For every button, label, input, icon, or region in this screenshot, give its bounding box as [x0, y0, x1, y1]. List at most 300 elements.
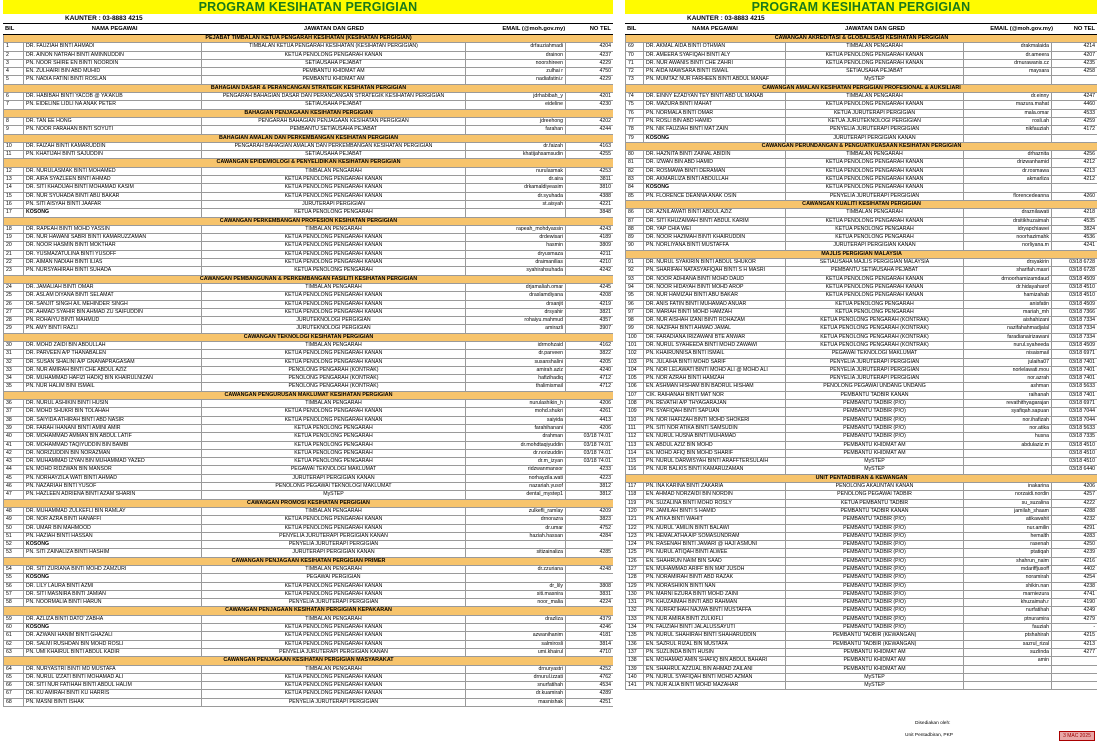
table-row	[4, 441, 614, 449]
table-row	[626, 408, 1098, 416]
email-cell: noorshireen	[466, 59, 566, 67]
name-cell: DR. NURUL ASHIKIN BINTI HUSIN	[24, 400, 202, 408]
table-row	[4, 574, 614, 582]
name-cell: DR. MAZURA BINTI MAHAT	[644, 101, 786, 109]
position-cell: KETUA PENOLONG PENGARAH KANAN	[786, 176, 964, 184]
position-cell: KETUA PENOLONG PENGARAH KANAN	[202, 176, 466, 184]
position-cell: PEMBANTU TADBIR (P/O)	[786, 557, 964, 565]
table-row	[626, 458, 1098, 466]
email-cell: zulkefli_ramlay	[466, 507, 566, 515]
bil-cell: 45	[4, 474, 24, 482]
table-row	[4, 292, 614, 300]
email-cell: hemalth	[964, 532, 1052, 540]
position-cell: PENOLONG PEGAWAI UNDANG UNDANG	[786, 383, 964, 391]
email-cell: nazifahahmadjalal	[964, 325, 1052, 333]
position-cell: PEMBANTU KHIDMAT AM	[786, 648, 964, 656]
position-cell: PEMBANTU TADBIR (P/O)	[786, 408, 964, 416]
section-header	[4, 333, 614, 341]
bil-cell: 105	[626, 375, 644, 383]
bil-cell: 47	[4, 491, 24, 499]
email-cell: ridzwanmansor	[466, 466, 566, 474]
name-cell: PN. NOOR SHIRE EN BINTI NOORDIN	[24, 59, 202, 67]
position-cell: KETUA PEMBANTU TADBIR	[786, 499, 964, 507]
table-row	[4, 532, 614, 540]
email-cell	[964, 682, 1052, 690]
phone-cell: 4215	[1052, 632, 1098, 640]
name-cell: PN. NIK FAUZIAH BINTI MAT ZAIN	[644, 126, 786, 134]
table-row	[626, 234, 1098, 242]
bil-cell: 15	[4, 192, 24, 200]
name-cell: DR. AZNILAWATI BINTI ABDUL AZIZ	[644, 209, 786, 217]
phone-cell: 03/18 4510	[1052, 292, 1098, 300]
position-cell: TIMBALAN PENGARAH	[202, 341, 466, 349]
phone-cell: 03/18 4510	[1052, 441, 1098, 449]
bil-cell: 32	[4, 358, 24, 366]
name-cell: PN. NORMALA BINTI OMAR	[644, 109, 786, 117]
phone-cell: 4214	[1052, 43, 1098, 51]
bil-cell: 132	[626, 607, 644, 615]
prepared-by: Disediakan oleh:	[915, 721, 951, 726]
bil-cell: 131	[626, 599, 644, 607]
bil-cell: 72	[626, 68, 644, 76]
phone-cell: 4261	[566, 408, 614, 416]
bil-cell: 102	[626, 350, 644, 358]
bil-cell: 20	[4, 242, 24, 250]
position-cell: MySTEP	[786, 76, 964, 84]
section-header	[4, 217, 614, 225]
section-header	[4, 391, 614, 399]
bil-cell: 5	[4, 76, 24, 84]
table-row	[626, 491, 1098, 499]
table-row	[4, 408, 614, 416]
email-cell: dr.einny	[964, 93, 1052, 101]
phone-cell: 4762	[566, 673, 614, 681]
email-cell: faradianairizawani	[964, 333, 1052, 341]
bil-cell: 27	[4, 308, 24, 316]
table-row	[626, 275, 1098, 283]
bil-cell: 48	[4, 507, 24, 515]
name-cell: PN. NOR AZRAH BINTI HAMZAH	[644, 375, 786, 383]
phone-cell: 4752	[566, 524, 614, 532]
table-row	[4, 341, 614, 349]
bil-cell: 108	[626, 400, 644, 408]
bil-cell: 49	[4, 516, 24, 524]
header-email: EMAIL (@moh.gov.my)	[502, 26, 566, 32]
table-row	[626, 126, 1098, 134]
name-cell: KOSONG	[24, 574, 202, 582]
name-cell: PN. FAUZIAH BINTI JALALUSSAYUTI	[644, 624, 786, 632]
name-cell: PN. UMI KHAIRUL BINTI ABDUL KADIR	[24, 648, 202, 656]
email-cell	[964, 673, 1052, 681]
phone-cell: 4244	[566, 126, 614, 134]
email-cell: nor.azrah	[964, 375, 1052, 383]
name-cell: DR. NURYASTRI BINTI MD MUSTAFA	[24, 665, 202, 673]
name-cell: DR. NUR HAMIZAH BINTI ABU BAKAR	[644, 292, 786, 300]
phone-cell: 4357	[566, 317, 614, 325]
position-cell: KETUA PENOLONG PENGARAH KANAN	[202, 516, 466, 524]
table-row	[626, 590, 1098, 598]
name-cell: DR. AINON NATRAH BINTI AMINNUDDIN	[24, 51, 202, 59]
phone-cell: 4207	[1052, 51, 1098, 59]
email-cell: thalimismail	[466, 383, 566, 391]
name-cell: DR. NUR HAWANI SABRI BINTI KAMARUZZAMAN	[24, 234, 202, 242]
phone-cell: 4202	[566, 117, 614, 125]
right-column-headers	[625, 23, 1097, 35]
table-row	[4, 167, 614, 175]
table-row	[4, 325, 614, 333]
table-row	[626, 632, 1098, 640]
name-cell: EN. ABDUL AZIZ BIN MOHD	[644, 441, 786, 449]
name-cell: DR. MOHAMMAD TAQIYUDDIN BIN BAMBI	[24, 441, 202, 449]
name-cell: DR. MARIAH BINTI MOHD HAMZAH	[644, 308, 786, 316]
position-cell: TIMBALAN PENGARAH	[202, 566, 466, 574]
email-cell: draslamdiyana	[466, 292, 566, 300]
position-cell: KETUA PENOLONG PENGARAH KANAN	[202, 292, 466, 300]
position-cell: PEMBANTU TADBIR (KEWANGAN)	[786, 632, 964, 640]
bil-cell: 73	[626, 76, 644, 84]
email-cell: susanshalini	[466, 358, 566, 366]
bil-cell: 61	[4, 632, 24, 640]
name-cell: DR. SITI NUR FATIHAH BINTI ABDUL HALIM	[24, 682, 202, 690]
table-row	[626, 225, 1098, 233]
table-row	[4, 126, 614, 134]
table-row	[4, 383, 614, 391]
email-cell: salmirosli	[466, 640, 566, 648]
email-cell: masnishak	[466, 698, 566, 706]
bil-cell: 59	[4, 615, 24, 623]
name-cell: PN. SYAFIQAH BINTI SAPUAN	[644, 408, 786, 416]
name-cell: PN. KHUZAIMAH BINTI ABD RAHMAN	[644, 599, 786, 607]
email-cell: dr.m_izyan	[466, 458, 566, 466]
table-row	[626, 184, 1098, 192]
email-cell	[964, 466, 1052, 474]
email-cell: dr.norizuddin	[466, 449, 566, 457]
table-row	[4, 624, 614, 632]
name-cell: DR. NURUL SYAHEEDA BINTI MOHD ZAWAWI	[644, 341, 786, 349]
table-row	[626, 449, 1098, 457]
phone-cell: 03/18 4510	[1052, 283, 1098, 291]
bil-cell: 40	[4, 433, 24, 441]
phone-cell: 4211	[566, 250, 614, 258]
phone-cell: 4535	[1052, 217, 1098, 225]
name-cell: DR. FARADIANA IRIZAWANI BTE ANWAR	[644, 333, 786, 341]
position-cell: PEMBANTU TADBIR (P/O)	[786, 582, 964, 590]
email-cell	[466, 209, 566, 217]
bil-cell: 42	[4, 449, 24, 457]
bil-cell: 57	[4, 590, 24, 598]
phone-cell: 4205	[566, 358, 614, 366]
position-cell: KETUA PENOLONG PENGARAH KANAN	[786, 283, 964, 291]
email-cell: drjamaliah.omar	[466, 283, 566, 291]
phone-cell: 4245	[566, 283, 614, 291]
table-row	[4, 192, 614, 200]
name-cell: PN. MARNI EZURA BINTI MOHD ZAINI	[644, 590, 786, 598]
position-cell: PEMBANTU KHIDMAT AM	[202, 68, 466, 76]
position-cell: PEMBANTU KHIDMAT AM	[202, 76, 466, 84]
email-cell: inakarina	[964, 483, 1052, 491]
table-row	[4, 225, 614, 233]
email-cell: farahihanani	[466, 424, 566, 432]
name-cell: DR. RAPEAH BINTI MOHD YASSIN	[24, 225, 202, 233]
bil-cell: 10	[4, 142, 24, 150]
table-row	[626, 665, 1098, 673]
email-cell: dental_mystep1	[466, 491, 566, 499]
table-row	[626, 109, 1098, 117]
name-cell: PN. AIDA MAWSARA BINTI ISMAIL	[644, 68, 786, 76]
name-cell: DR. HAZNITA BINTI ZAINAL ABIDIN	[644, 151, 786, 159]
position-cell: KETUA PENOLONG PENGARAH	[202, 209, 466, 217]
email-cell: haziah.hassan	[466, 532, 566, 540]
table-row	[4, 424, 614, 432]
name-cell: DR. MOHAMMAD AMMAN BIN ABDUL LATIF	[24, 433, 202, 441]
table-row	[4, 151, 614, 159]
bil-cell: 30	[4, 341, 24, 349]
phone-cell: 4279	[1052, 615, 1098, 623]
position-cell: KETUA PENOLONG PENGARAH KANAN	[202, 624, 466, 632]
phone-cell: 03/18 7334	[1052, 317, 1098, 325]
name-cell: DR. SITI KHADIJAH BINTI MOHAMAD KASIM	[24, 184, 202, 192]
email-cell: mariah_mh	[964, 308, 1052, 316]
position-cell: KETUA PENOLONG PENGARAH KANAN	[202, 259, 466, 267]
bil-cell: 26	[4, 300, 24, 308]
name-cell: PN. SITI ZAINALIZA BINTI HASHIM	[24, 549, 202, 557]
phone-cell: 3824	[1052, 225, 1098, 233]
email-cell: aishahizani	[964, 317, 1052, 325]
table-row	[626, 117, 1098, 125]
email-cell: hafizihadiq	[466, 375, 566, 383]
position-cell: PEMBANTU KHIDMAT AM	[786, 449, 964, 457]
email-cell: mala.omar	[964, 109, 1052, 117]
position-cell: TIMBALAN PENGARAH	[786, 43, 964, 51]
table-row	[4, 234, 614, 242]
bil-cell: 37	[4, 408, 24, 416]
email-cell: dr.ameera	[964, 51, 1052, 59]
left-title: PROGRAM KESIHATAN PERGIGIAN	[3, 0, 613, 14]
email-cell: zulhai r	[466, 68, 566, 76]
name-cell: PN. NUR AMIRA BINTI ZULKIFLI	[644, 615, 786, 623]
position-cell: KETUA PENOLONG PENGARAH KANAN	[202, 673, 466, 681]
email-cell	[964, 665, 1052, 673]
table-row	[626, 358, 1098, 366]
position-cell: KETUA PENOLONG PENGARAH	[786, 300, 964, 308]
left-staff-table	[3, 35, 613, 707]
bil-cell: 86	[626, 209, 644, 217]
email-cell: dr.aira	[466, 176, 566, 184]
position-cell: KETUA PENOLONG PENGARAH KANAN	[202, 632, 466, 640]
bil-cell: 107	[626, 391, 644, 399]
email-cell: khatijahsamsudin	[466, 151, 566, 159]
position-cell: PENOLONG PEGAWAI TADBIR	[786, 491, 964, 499]
phone-cell: 4206	[566, 400, 614, 408]
phone-cell: 03/18 7335	[1052, 433, 1098, 441]
name-cell: DR. ANIS FATIN BINTI MUHAMAD ANUAR	[644, 300, 786, 308]
email-cell: norlelawati.mou	[964, 366, 1052, 374]
bil-cell: 111	[626, 424, 644, 432]
section-title: CAWANGAN AKREDITASI & GLOBALISASI KESIHATAN PERGIGIAN	[626, 35, 1098, 43]
table-row	[4, 142, 614, 150]
bil-cell: 95	[626, 292, 644, 300]
name-cell: DR. NORIZUDDIN BIN NORAZMAN	[24, 449, 202, 457]
email-cell: dr.kuamirah	[466, 690, 566, 698]
email-cell: noramirah	[964, 574, 1052, 582]
section-header	[4, 109, 614, 117]
phone-cell: 4248	[566, 566, 614, 574]
phone-cell: 3822	[566, 350, 614, 358]
header-jawatan: JAWATAN DAN GRED	[844, 26, 905, 32]
email-cell: farahan	[466, 126, 566, 134]
email-cell	[964, 134, 1052, 142]
phone-cell: 03/18 74.01	[566, 458, 614, 466]
bil-cell: 54	[4, 566, 24, 574]
position-cell: TIMBALAN PENGARAH	[786, 151, 964, 159]
name-cell: EN. MOHD AFIQ BIN MOHD SHARIF	[644, 449, 786, 457]
phone-cell: 4253	[566, 167, 614, 175]
section-title: CAWANGAN AMALAN KESIHATAN PERGIGIAN PROFESIONAL & AUKSILIARI	[626, 84, 1098, 92]
name-cell: DR. EINNY EZADYAN TEY BINTI ABD UL MANAB	[644, 93, 786, 101]
name-cell: PN. REVATHI A/P THYAGARAJAN	[644, 400, 786, 408]
position-cell: KETUA PENOLONG PENGARAH KANAN	[786, 217, 964, 225]
table-row	[626, 483, 1098, 491]
name-cell: DR. FAIZAH BINTI KAMARUDDIN	[24, 142, 202, 150]
phone-cell	[566, 574, 614, 582]
email-cell: mohd.shukri	[466, 408, 566, 416]
phone-cell: 03/18 7401	[1052, 358, 1098, 366]
email-cell: draznilawati	[964, 209, 1052, 217]
email-cell: nur.amilin	[964, 524, 1052, 532]
phone-cell: 4229	[566, 76, 614, 84]
table-row	[626, 68, 1098, 76]
email-cell	[466, 574, 566, 582]
phone-cell: 4246	[566, 624, 614, 632]
table-row	[626, 615, 1098, 623]
name-cell: PN. SITI AISYAH BINTI JAAFAR	[24, 200, 202, 208]
bil-cell: 122	[626, 524, 644, 532]
position-cell: KETUA PENOLONG PENGARAH (KONTRAK)	[786, 325, 964, 333]
bil-cell: 140	[626, 673, 644, 681]
section-header	[4, 275, 614, 283]
name-cell: DR. AIMAN NADIAH BINTI ILIAS	[24, 259, 202, 267]
bil-cell: 16	[4, 200, 24, 208]
bil-cell: 85	[626, 192, 644, 200]
name-cell: DR. NOR AZRA BINTI HANAFFI	[24, 516, 202, 524]
position-cell: PENGARAH BAHAGIAN PENJAGAAN KESIHATAN PERGIGIAN	[202, 117, 466, 125]
email-cell: drnurawanis.cz	[964, 59, 1052, 67]
phone-cell: 3831	[566, 590, 614, 598]
name-cell: PN. JAMILAH BINTI S HAMID	[644, 507, 786, 515]
table-row	[4, 366, 614, 374]
phone-cell	[1052, 76, 1098, 84]
right-staff-table	[625, 35, 1097, 690]
right-kaunter: KAUNTER : 03-8883 4215	[687, 15, 765, 22]
phone-cell: 03/18 4509	[1052, 341, 1098, 349]
position-cell: PENYELIA JURUTERAPI PERGIGIAN	[786, 126, 964, 134]
name-cell: DR. NOOR HIDAYAH BINTI MOHD AROP	[644, 283, 786, 291]
position-cell: PEMBANTU TADBIR (P/O)	[786, 532, 964, 540]
table-row	[626, 267, 1098, 275]
position-cell: PEMBANTU TADBIR (P/O)	[786, 574, 964, 582]
name-cell: DR. AZLIZA BINTI DATO' ZABHA	[24, 615, 202, 623]
name-cell: PN. NOR IHAFIZAH BINTI MOHD SHOKERI	[644, 416, 786, 424]
email-cell: jamilah_shaam	[964, 507, 1052, 515]
bil-cell: 113	[626, 441, 644, 449]
phone-cell: 4254	[1052, 574, 1098, 582]
table-row	[4, 491, 614, 499]
position-cell: PENYELIA JURUTERAPI PERGIGIAN	[202, 599, 466, 607]
table-row	[4, 582, 614, 590]
phone-cell: 4241	[1052, 242, 1098, 250]
email-cell	[964, 184, 1052, 192]
position-cell: PEMBANTU TADBIR (P/O)	[786, 607, 964, 615]
position-cell: KETUA PENOLONG PENGARAH	[202, 458, 466, 466]
email-cell: sharifah.masri	[964, 267, 1052, 275]
bil-cell: 97	[626, 308, 644, 316]
header-jawatan: JAWATAN DAN GRED	[303, 26, 364, 32]
table-row	[626, 640, 1098, 648]
bil-cell: 134	[626, 624, 644, 632]
position-cell: PEMBANTU KHIDMAT AM	[786, 665, 964, 673]
email-cell: nor.ihafizah	[964, 416, 1052, 424]
name-cell: DR. PARVEEN A/P THANABALEN	[24, 350, 202, 358]
email-cell: nazariah.yusof	[466, 483, 566, 491]
phone-cell: 03/18 7401	[1052, 375, 1098, 383]
bil-cell: 12	[4, 167, 24, 175]
section-header	[626, 474, 1098, 482]
name-cell: DR. YAP CHIA WEI	[644, 225, 786, 233]
name-cell: DR. AHMAD SYAHIR BIN AHMAD ZU SAIFUDDIN	[24, 308, 202, 316]
name-cell: DR. TAN EE HONG	[24, 117, 202, 125]
bil-cell: 120	[626, 507, 644, 515]
email-cell: amirah.aziz	[466, 366, 566, 374]
position-cell: KETUA JURUTEKNOLOGI PERGIGIAN	[786, 117, 964, 125]
name-cell: DR. NOOR HAZIMAH BINTI KHAIRUDDIN	[644, 234, 786, 242]
phone-cell: 4238	[1052, 582, 1098, 590]
table-row	[626, 416, 1098, 424]
table-row	[4, 632, 614, 640]
position-cell: PEMBANTU TADBIR (P/O)	[786, 516, 964, 524]
table-row	[4, 483, 614, 491]
bil-cell: 119	[626, 499, 644, 507]
table-row	[626, 532, 1098, 540]
bil-cell: 138	[626, 657, 644, 665]
header-nama: NAMA PEGAWAI	[692, 26, 738, 32]
bil-cell: 43	[4, 458, 24, 466]
position-cell: PENGARAH BAHAGIAN DASAR DAN PERANCANGAN STRATEGIK KESIHATAN PERGIGIAN	[202, 93, 466, 101]
section-header	[4, 35, 614, 43]
table-row	[626, 682, 1098, 690]
left-column-headers	[3, 23, 613, 35]
table-row	[4, 549, 614, 557]
table-row	[4, 267, 614, 275]
name-cell: PN. KHAIRUNNISA BINTI ISMAIL	[644, 350, 786, 358]
position-cell: KETUA PENOLONG PENGARAH (KONTRAK)	[786, 341, 964, 349]
table-row	[626, 607, 1098, 615]
table-row	[626, 657, 1098, 665]
bil-cell: 58	[4, 599, 24, 607]
table-row	[4, 690, 614, 698]
email-cell: st.aisyah	[466, 200, 566, 208]
position-cell: SETIAUSAHA PEJABAT	[202, 59, 466, 67]
table-row	[4, 433, 614, 441]
phone-cell: 4208	[566, 292, 614, 300]
name-cell: PN. NOOR FARAHAN BINTI SOYUTI	[24, 126, 202, 134]
table-row	[626, 259, 1098, 267]
table-row	[4, 184, 614, 192]
name-cell: DR. IZWAN BIN ABD HAMID	[644, 159, 786, 167]
phone-cell: 4189	[566, 234, 614, 242]
name-cell: EN. ZULHAIRI BIN ABD MUHID	[24, 68, 202, 76]
position-cell: PEMBANTU TADBIR (P/O)	[786, 541, 964, 549]
email-cell: nikfauziah	[964, 126, 1052, 134]
